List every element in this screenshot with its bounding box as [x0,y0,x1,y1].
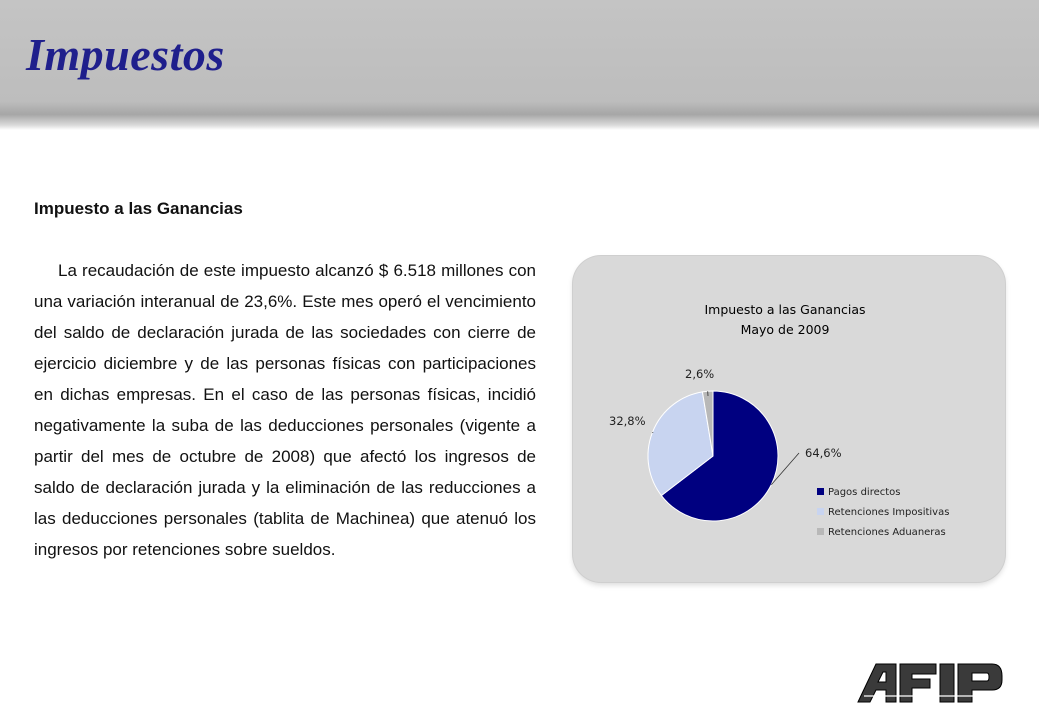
legend-label-retenciones-aduaneras: Retenciones Aduaneras [828,527,946,538]
pie-data-label: 32,8% [609,414,646,428]
legend-label-pagos-directos: Pagos directos [828,487,901,498]
page-title: Impuestos [26,29,225,80]
pie-data-label: 64,6% [805,446,842,460]
legend-swatch-retenciones-impositivas [817,508,824,515]
chart-subtitle: Mayo de 2009 [740,322,830,337]
chart-card [573,256,1005,582]
section-heading: Impuesto a las Ganancias [34,199,243,218]
legend-swatch-pagos-directos [817,488,824,495]
legend-label-retenciones-impositivas: Retenciones Impositivas [828,507,950,518]
pie-chart [573,256,1005,582]
body-paragraph: La recaudación de este impuesto alcanzó $ 6.518 millones con una variación interanual de 23,6%. Este mes operó el vencimiento del saldo de declaración jurada de las sociedades con cierre de ejercicio diciembre y de las personas físicas con participaciones en dichas empresas. En el caso de las personas físicas, incidió negativamente la suba de las deducciones personales (vigente a partir del mes de octubre de 2008) que afectó los ingresos de saldo de declaración jurada y la eliminación de las reducciones a las deducciones personales (tablita de Machinea) que atenuó los ingresos por retenciones sobre sueldos. [34,261,536,559]
afip-logo [856,662,1006,704]
legend-swatch-retenciones-aduaneras [817,528,824,535]
chart-title: Impuesto a las Ganancias [704,302,866,317]
pie-data-label: 2,6% [685,367,715,381]
header-bar [0,0,1039,130]
